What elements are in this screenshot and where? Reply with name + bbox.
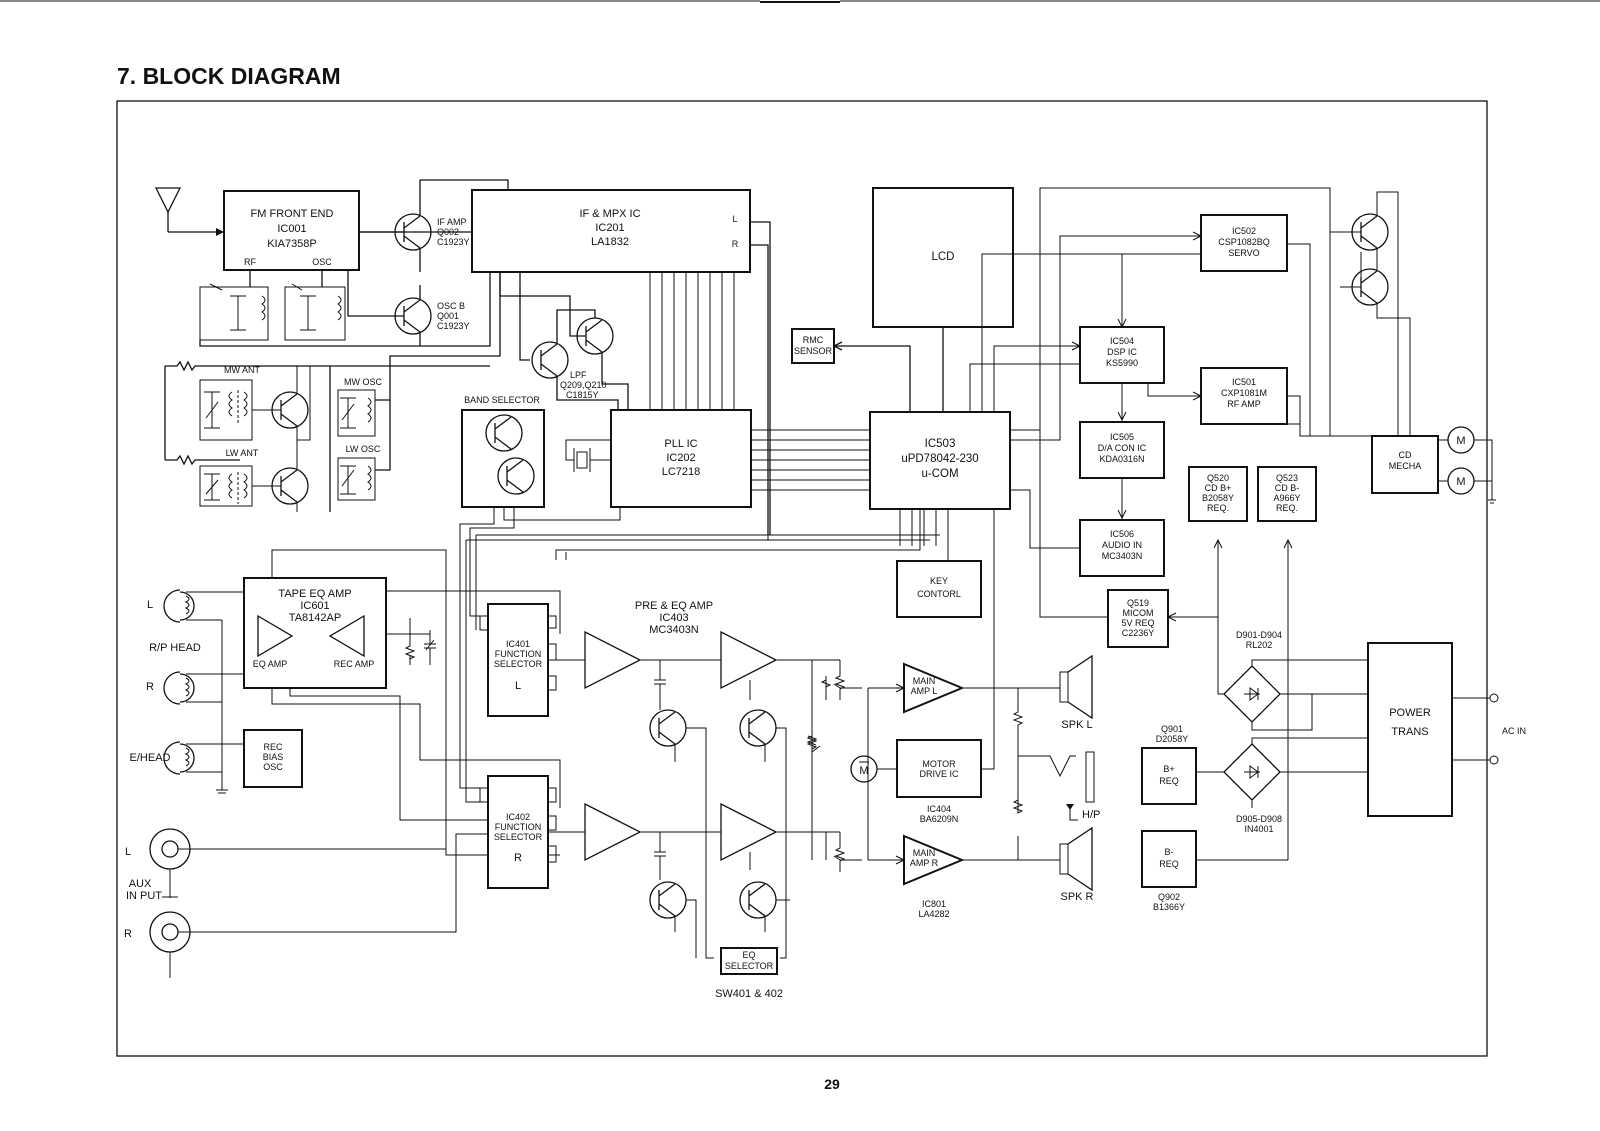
cd-motor-1-icon bbox=[1438, 427, 1492, 500]
ic801-part: LA4282 bbox=[918, 909, 950, 919]
tape-eq-ic: IC601 bbox=[300, 600, 330, 612]
crystal-icon bbox=[566, 440, 611, 472]
ic502-label: IC502 bbox=[1231, 226, 1257, 236]
head-l-label: L bbox=[146, 599, 154, 611]
band-selector-label: BAND SELECTOR bbox=[464, 395, 540, 405]
if-amp-q: Q002 bbox=[437, 227, 460, 237]
q523-l1: Q523 bbox=[1275, 473, 1299, 483]
mw-osc-label: MW OSC bbox=[344, 377, 382, 387]
main-amp-l-l1: MAIN bbox=[912, 676, 936, 686]
main-amp-r-block bbox=[904, 836, 962, 884]
if-mpx-ic: IC201 bbox=[595, 222, 625, 234]
ic504-dsp: DSP IC bbox=[1107, 347, 1137, 357]
tape-motor-label: M bbox=[859, 765, 869, 777]
rec-bias-osc-block bbox=[244, 730, 302, 787]
ic503-block bbox=[870, 412, 1010, 509]
b-plus-req-l2: REQ bbox=[1159, 776, 1179, 786]
eq-selector-block bbox=[721, 948, 777, 974]
cd-mecha-l2: MECHA bbox=[1388, 461, 1422, 471]
q519-l4: C2236Y bbox=[1121, 628, 1155, 638]
lcd-label: LCD bbox=[931, 251, 955, 263]
pll-part: LC7218 bbox=[661, 466, 701, 478]
q902-l2: B1366Y bbox=[1152, 902, 1186, 912]
key-control-block bbox=[897, 561, 981, 617]
osc-b-label: OSC B bbox=[437, 301, 466, 311]
q523-l2: CD B- bbox=[1274, 483, 1300, 493]
motor-drive-l2: DRIVE IC bbox=[919, 769, 959, 779]
pre-amp-l-icon bbox=[548, 632, 840, 710]
b-minus-req-l1: B- bbox=[1164, 847, 1174, 857]
ic404-label: IC404 bbox=[926, 804, 952, 814]
spk-l-label: SPK L bbox=[1061, 719, 1093, 731]
pll-ic: IC202 bbox=[666, 452, 696, 464]
ic506-audio: AUDIO IN bbox=[1101, 540, 1143, 550]
fm-antenna-icon bbox=[156, 188, 224, 236]
ic402-block bbox=[480, 776, 556, 888]
pre-amp-r-icon bbox=[548, 804, 840, 880]
q901-l1: Q901 bbox=[1160, 724, 1184, 734]
fm-osc-tank-icon bbox=[285, 270, 345, 340]
fm-front-end-ic: IC001 bbox=[277, 223, 307, 235]
d901-l1: D901-D904 bbox=[1235, 630, 1283, 640]
tape-eq-amp-label: EQ AMP bbox=[252, 659, 288, 669]
q523-block bbox=[1258, 467, 1316, 521]
key-control-l2: CONTORL bbox=[917, 589, 961, 599]
main-amp-l-l2: AMP L bbox=[910, 686, 938, 696]
power-trans-block bbox=[1368, 643, 1452, 816]
power-trans-l2: TRANS bbox=[1391, 726, 1429, 738]
ic401-l2: FUNCTION bbox=[494, 649, 542, 659]
tape-rec-amp-label: REC AMP bbox=[333, 659, 375, 669]
lpf-q: Q209,Q210 bbox=[560, 380, 607, 390]
rmc-sensor-l1: RMC bbox=[802, 335, 824, 345]
osc-b-q: Q001 bbox=[437, 311, 460, 321]
rp-head-l-icon bbox=[164, 590, 244, 622]
tape-eq-amp-block bbox=[244, 578, 386, 688]
q520-l2: CD B+ bbox=[1204, 483, 1232, 493]
spk-r-label: SPK R bbox=[1060, 891, 1094, 903]
lw-ant-label: LW ANT bbox=[225, 448, 259, 458]
main-amp-r-l1: MAIN bbox=[912, 848, 936, 858]
ic506-block bbox=[1080, 520, 1164, 576]
ic501-part: CXP1081M bbox=[1220, 388, 1268, 398]
q902-l1: Q902 bbox=[1157, 892, 1181, 902]
head-r-label: R bbox=[146, 681, 154, 693]
ic401-l1: IC401 bbox=[505, 639, 531, 649]
b-plus-req-l1: B+ bbox=[1163, 764, 1175, 774]
if-mpx-l: L bbox=[732, 214, 738, 224]
speaker-r-icon bbox=[962, 828, 1092, 890]
aux-r-label: R bbox=[124, 928, 132, 940]
key-control-l1: KEY bbox=[929, 576, 949, 586]
speaker-l-icon bbox=[962, 656, 1092, 718]
ic402-l4: R bbox=[514, 852, 522, 864]
fm-rf-label: RF bbox=[244, 257, 256, 267]
ic501-label: IC501 bbox=[1231, 377, 1257, 387]
aux-r-jack-icon bbox=[150, 834, 488, 978]
rp-head-label: R/P HEAD bbox=[149, 642, 201, 654]
page-number: 29 bbox=[824, 1076, 840, 1092]
b-plus-req-block bbox=[1142, 748, 1196, 804]
ic801-label: IC801 bbox=[921, 899, 947, 909]
q519-block bbox=[1108, 590, 1168, 647]
rec-bias-l1: REC bbox=[263, 742, 283, 752]
d901-l2: RL202 bbox=[1245, 640, 1273, 650]
ic503-part: uPD78042-230 bbox=[901, 453, 979, 465]
ac-in-label: AC IN bbox=[1502, 726, 1527, 736]
cd-motor-1-label: M bbox=[1456, 435, 1466, 447]
aux-l-label: L bbox=[124, 846, 132, 858]
eq-selector-l2: SELECTOR bbox=[724, 961, 774, 971]
q519-l1: Q519 bbox=[1126, 598, 1150, 608]
ic401-l3: SELECTOR bbox=[493, 659, 543, 669]
pll-block bbox=[611, 410, 751, 507]
ic402-l1: IC402 bbox=[505, 812, 531, 822]
ic506-label: IC506 bbox=[1109, 529, 1135, 539]
cd-motor-2-label: M bbox=[1456, 476, 1466, 488]
eq-selector-l1: EQ bbox=[742, 950, 756, 960]
lpf-part: C1815Y bbox=[566, 390, 599, 400]
page-title: 7. BLOCK DIAGRAM bbox=[117, 63, 341, 89]
rec-bias-l3: OSC bbox=[263, 762, 283, 772]
if-amp-part: C1923Y bbox=[437, 237, 470, 247]
b-minus-req-l2: REQ bbox=[1159, 859, 1179, 869]
rec-bias-l2: BIAS bbox=[262, 752, 284, 762]
hp-label: H/P bbox=[1082, 809, 1101, 821]
lw-osc-label: LW OSC bbox=[345, 444, 381, 454]
ic401-block bbox=[480, 604, 556, 716]
ic506-part: MC3403N bbox=[1101, 551, 1143, 561]
ic503-label: IC503 bbox=[924, 438, 956, 450]
fm-front-end-block bbox=[224, 191, 359, 270]
motor-drive-block bbox=[897, 740, 981, 797]
q523-l4: REQ. bbox=[1275, 503, 1299, 513]
osc-b-part: C1923Y bbox=[437, 321, 470, 331]
bridge-rectifier-2-icon bbox=[1196, 738, 1368, 808]
ac-in-terminals-icon bbox=[1452, 694, 1498, 764]
q520-block bbox=[1189, 467, 1247, 521]
if-mpx-r: R bbox=[731, 239, 739, 249]
q520-l4: REQ. bbox=[1206, 503, 1230, 513]
ic504-block bbox=[1080, 327, 1164, 383]
sw401-label: SW401 & 402 bbox=[715, 988, 783, 1000]
tape-eq-part: TA8142AP bbox=[288, 612, 342, 624]
aux-input-label: IN PUT bbox=[125, 890, 163, 902]
cd-mecha-block bbox=[1372, 436, 1438, 493]
lcd-block bbox=[873, 188, 1013, 327]
rp-head-r-icon bbox=[164, 672, 244, 704]
ic402-l2: FUNCTION bbox=[494, 822, 542, 832]
q901-l2: D2058Y bbox=[1155, 734, 1189, 744]
fm-front-end-part: KIA7358P bbox=[267, 238, 317, 250]
if-amp-transistor-icon bbox=[359, 180, 431, 272]
fm-front-end-label: FM FRONT END bbox=[250, 208, 334, 220]
cd-mecha-l1: CD bbox=[1398, 450, 1412, 460]
mw-ant-label: MW ANT bbox=[224, 365, 260, 375]
pre-eq-part: MC3403N bbox=[649, 624, 699, 636]
if-mpx-label: IF & MPX IC bbox=[579, 208, 641, 220]
b-minus-req-block bbox=[1142, 831, 1196, 887]
ic501-rfamp: RF AMP bbox=[1227, 399, 1261, 409]
q519-l3: 5V REQ bbox=[1121, 618, 1155, 628]
ic505-part: KDA0316N bbox=[1099, 454, 1145, 464]
d905-l2: IN4001 bbox=[1244, 824, 1274, 834]
pre-eq-ic: IC403 bbox=[659, 612, 689, 624]
lpf-label: LPF bbox=[570, 370, 587, 380]
q519-l2: MICOM bbox=[1122, 608, 1154, 618]
ic504-part: KS5990 bbox=[1105, 358, 1139, 368]
main-amp-r-l2: AMP R bbox=[909, 858, 939, 868]
ic505-label: IC505 bbox=[1109, 432, 1135, 442]
pre-eq-label: PRE & EQ AMP bbox=[634, 600, 714, 612]
if-mpx-block bbox=[472, 190, 750, 272]
aux-label: AUX bbox=[128, 878, 152, 890]
ic503-ucom: u-COM bbox=[921, 468, 959, 480]
band-selector-block bbox=[462, 410, 544, 507]
ic502-block bbox=[1201, 215, 1287, 271]
rmc-sensor-block bbox=[792, 329, 834, 363]
ic505-block bbox=[1080, 422, 1164, 478]
q520-l1: Q520 bbox=[1206, 473, 1230, 483]
tape-eq-label: TAPE EQ AMP bbox=[278, 588, 352, 600]
ic502-servo: SERVO bbox=[1228, 248, 1260, 258]
lpf-transistor-1-icon bbox=[532, 342, 568, 378]
ic501-block bbox=[1201, 368, 1287, 424]
ic401-l4: L bbox=[514, 680, 522, 692]
aux-l-jack-icon bbox=[150, 829, 446, 898]
power-trans-l1: POWER bbox=[1389, 707, 1431, 719]
if-mpx-part: LA1832 bbox=[591, 236, 629, 248]
main-amp-l-block bbox=[904, 664, 962, 712]
if-amp-label: IF AMP bbox=[437, 217, 467, 227]
fm-osc-label: OSC bbox=[312, 257, 332, 267]
tape-bias-rc-icon bbox=[386, 618, 436, 659]
eq-transistors-icon bbox=[650, 710, 790, 958]
ic404-part: BA6209N bbox=[919, 814, 959, 824]
e-head-label: E/HEAD bbox=[129, 752, 171, 764]
ic505-dac: D/A CON IC bbox=[1097, 443, 1147, 453]
ic504-label: IC504 bbox=[1109, 336, 1135, 346]
pll-label: PLL IC bbox=[664, 438, 698, 450]
cd-driver-transistors-icon bbox=[1330, 192, 1410, 436]
q520-l3: B2058Y bbox=[1201, 493, 1235, 503]
motor-drive-l1: MOTOR bbox=[922, 759, 956, 769]
rmc-sensor-l2: SENSOR bbox=[793, 346, 833, 356]
fm-rf-tank-icon bbox=[200, 270, 268, 340]
ic402-l3: SELECTOR bbox=[493, 832, 543, 842]
ic502-part: CSP1082BQ bbox=[1218, 237, 1270, 247]
d905-l1: D905-D908 bbox=[1235, 814, 1283, 824]
q523-l3: A966Y bbox=[1273, 493, 1301, 503]
